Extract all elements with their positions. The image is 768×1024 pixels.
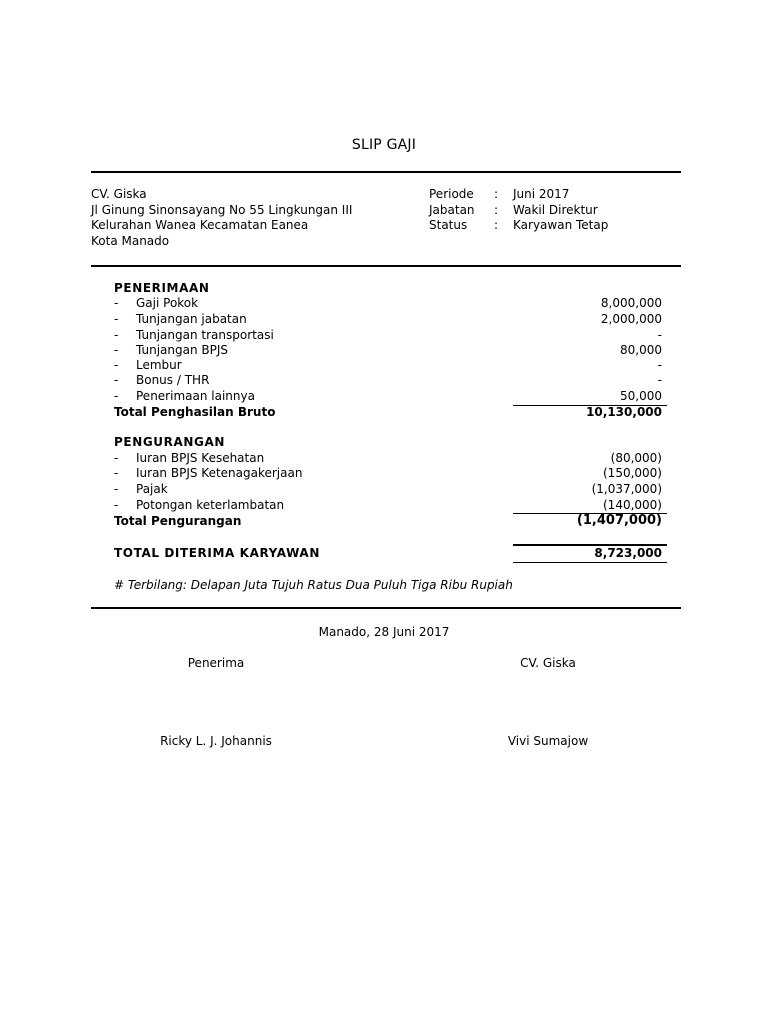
total-pengurangan-amount: (1,407,000) (576, 513, 662, 528)
top-divider (91, 171, 681, 173)
pengurangan-item-amount: (1,037,000) (591, 482, 662, 496)
penerimaan-dash: - (114, 389, 119, 403)
penerimaan-dash: - (114, 358, 119, 372)
signature-left-name: Ricky L. J. Johannis (160, 734, 272, 748)
pengurangan-item-label: Potongan keterlambatan (136, 498, 285, 512)
penerimaan-item-label: Gaji Pokok (136, 296, 199, 310)
penerimaan-item-amount: 80,000 (620, 343, 662, 357)
pengurangan-item-label: Iuran BPJS Kesehatan (136, 451, 265, 465)
net-total-amount: 8,723,000 (594, 546, 662, 560)
signature-right-name: Vivi Sumajow (507, 734, 589, 748)
jabatan-value: Wakil Direktur (513, 203, 598, 217)
total-bruto-amount: 10,130,000 (586, 405, 662, 419)
terbilang-note: # Terbilang: Delapan Juta Tujuh Ratus Dua Puluh Tiga Ribu Rupiah (114, 578, 513, 592)
penerimaan-item-label: Bonus / THR (136, 373, 210, 387)
pengurangan-dash: - (114, 451, 119, 465)
pengurangan-item-amount: (140,000) (603, 498, 662, 512)
penerimaan-heading: PENERIMAAN (114, 281, 210, 295)
penerimaan-item-label: Lembur (136, 358, 182, 372)
periode-label: Periode (429, 187, 474, 201)
company-name: CV. Giska (91, 187, 147, 201)
periode-colon: : (494, 187, 499, 201)
periode-value: Juni 2017 (513, 187, 570, 201)
penerimaan-item-amount: 8,000,000 (600, 296, 662, 310)
pengurangan-item-label: Pajak (136, 482, 168, 496)
penerimaan-item-amount: - (657, 373, 662, 387)
penerimaan-item-amount: 50,000 (620, 389, 662, 403)
signature-left-title: Penerima (187, 656, 245, 670)
signature-right-title: CV. Giska (520, 656, 576, 670)
company-address-line-2: Kelurahan Wanea Kecamatan Eanea (91, 218, 309, 232)
penerimaan-item-label: Tunjangan jabatan (136, 312, 247, 326)
penerimaan-item-label: Tunjangan BPJS (136, 343, 229, 357)
company-address-line-1: Jl Ginung Sinonsayang No 55 Lingkungan III (91, 203, 353, 217)
pengurangan-item-amount: (80,000) (610, 451, 662, 465)
total-bruto-label: Total Penghasilan Bruto (114, 405, 276, 419)
total-pengurangan-label: Total Pengurangan (114, 514, 242, 528)
pengurangan-dash: - (114, 466, 119, 480)
penerimaan-item-label: Penerimaan lainnya (136, 389, 255, 403)
penerimaan-item-amount: - (657, 328, 662, 342)
place-date: Manado, 28 Juni 2017 (318, 625, 450, 639)
penerimaan-dash: - (114, 373, 119, 387)
header-divider (91, 265, 681, 267)
penerimaan-item-amount: 2,000,000 (600, 312, 662, 326)
company-address-line-3: Kota Manado (91, 234, 170, 248)
net-total-label: TOTAL DITERIMA KARYAWAN (114, 546, 320, 560)
penerimaan-dash: - (114, 312, 119, 326)
jabatan-colon: : (494, 203, 499, 217)
document-title: SLIP GAJI (351, 137, 417, 153)
pengurangan-dash: - (114, 482, 119, 496)
status-colon: : (494, 218, 499, 232)
status-label: Status (429, 218, 468, 232)
pengurangan-item-label: Iuran BPJS Ketenagakerjaan (136, 466, 303, 480)
pengurangan-heading: PENGURANGAN (114, 435, 225, 449)
penerimaan-item-label: Tunjangan transportasi (136, 328, 274, 342)
net-bottom-line (513, 562, 667, 563)
penerimaan-dash: - (114, 328, 119, 342)
jabatan-label: Jabatan (429, 203, 475, 217)
pengurangan-dash: - (114, 498, 119, 512)
penerimaan-dash: - (114, 296, 119, 310)
status-value: Karyawan Tetap (513, 218, 609, 232)
pengurangan-item-amount: (150,000) (603, 466, 662, 480)
penerimaan-dash: - (114, 343, 119, 357)
penerimaan-item-amount: - (657, 358, 662, 372)
bottom-divider (91, 607, 681, 609)
